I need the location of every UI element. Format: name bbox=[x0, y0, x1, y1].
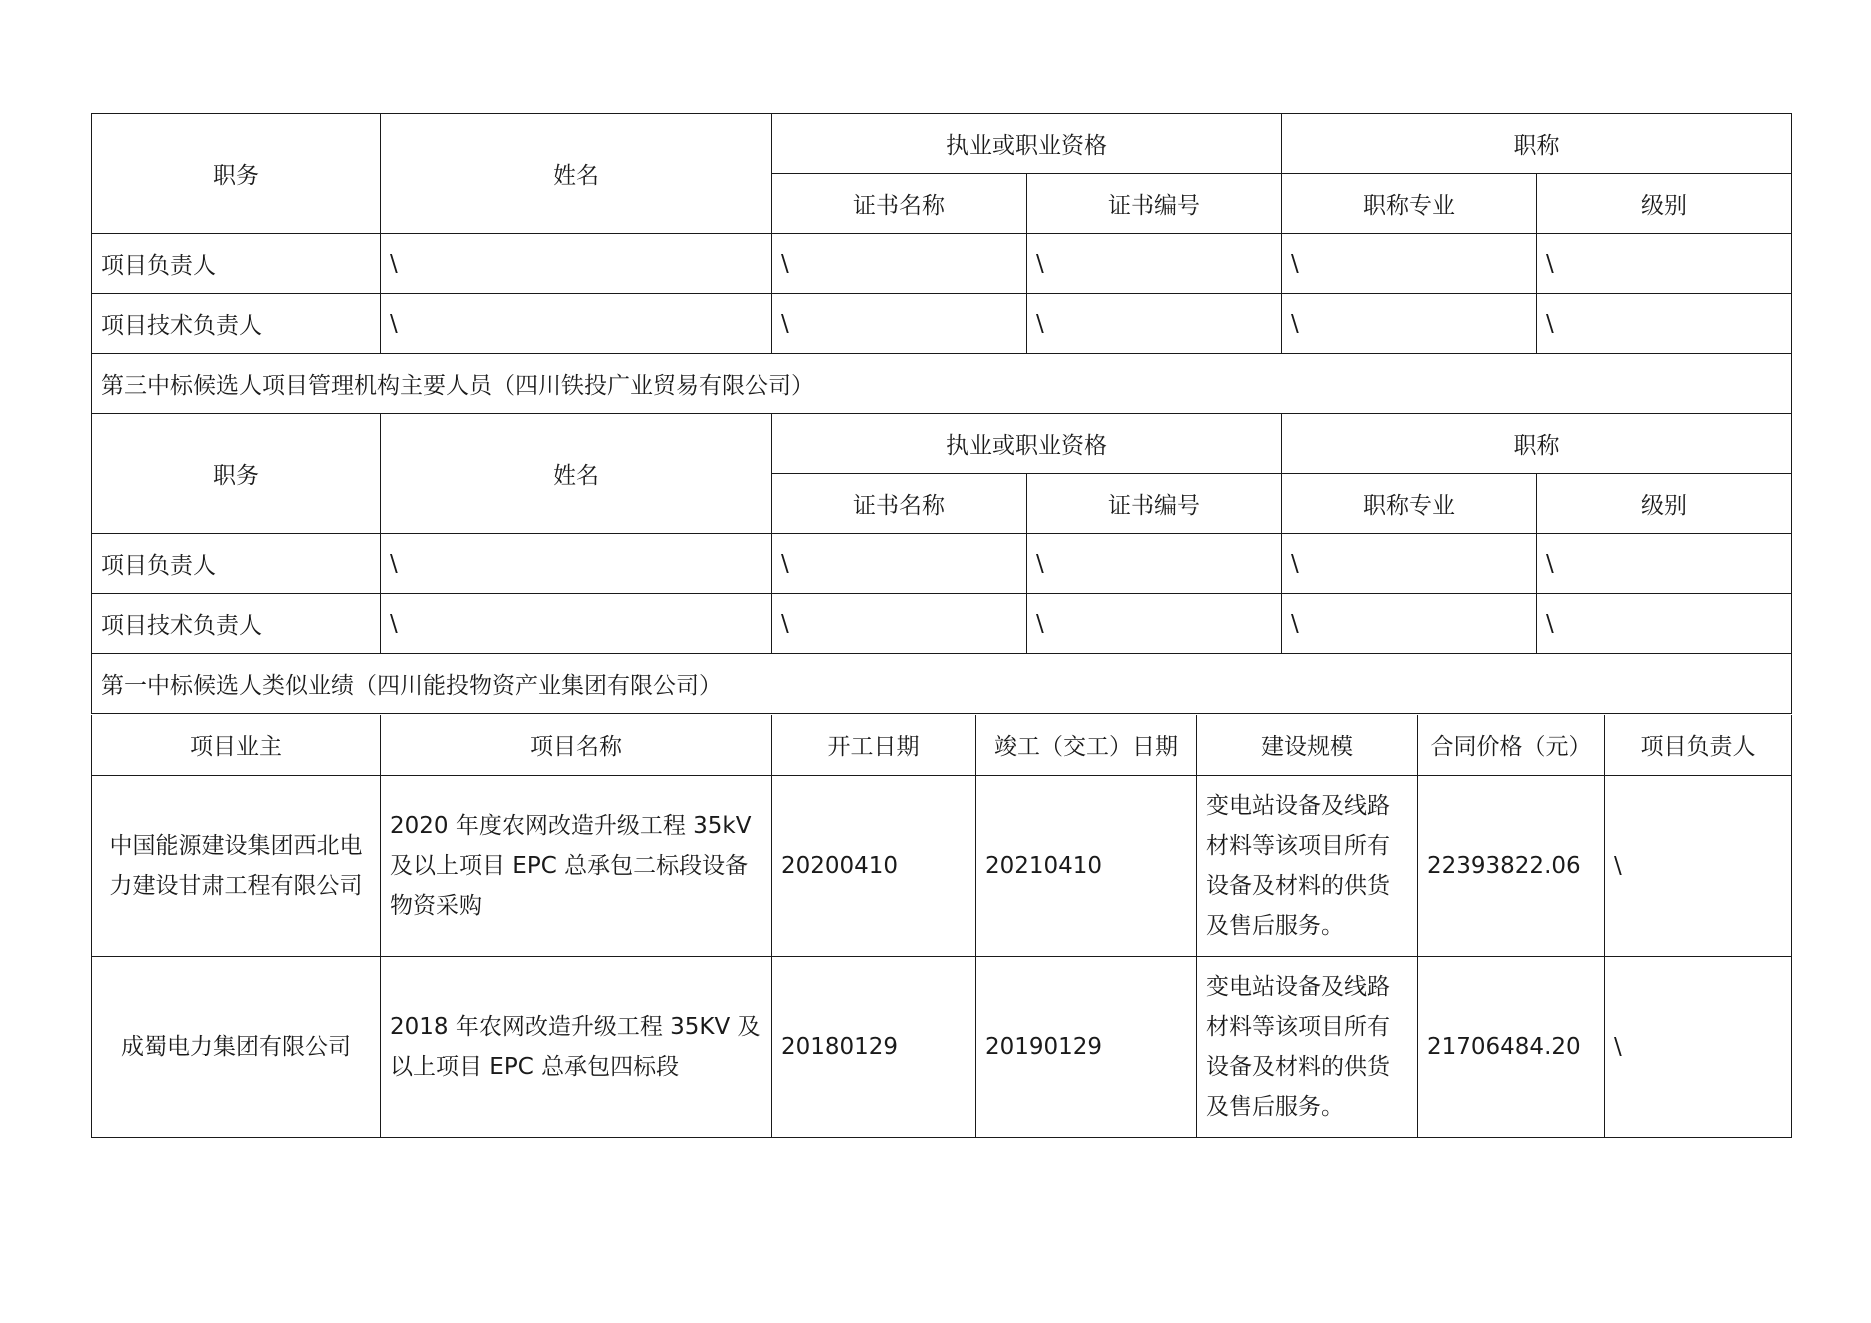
end-date-cell: 20210410 bbox=[976, 775, 1197, 956]
project-name-cell: 2020 年度农网改造升级工程 35kV 及以上项目 EPC 总承包二标段设备物资采购 bbox=[381, 775, 772, 956]
header-title-major: 职称专业 bbox=[1282, 174, 1537, 234]
header-position: 职务 bbox=[92, 414, 381, 534]
cert-name-cell: \ bbox=[772, 534, 1027, 594]
header-row-top bbox=[92, 114, 1792, 174]
section-row bbox=[92, 354, 1792, 414]
position-cell: 项目技术负责人 bbox=[92, 594, 381, 654]
title-major-cell: \ bbox=[1282, 234, 1537, 294]
section-title-third-candidate: 第三中标候选人项目管理机构主要人员（四川铁投广业贸易有限公司） bbox=[92, 354, 1792, 414]
header-level: 级别 bbox=[1537, 474, 1792, 534]
header-qualification: 执业或职业资格 bbox=[772, 414, 1282, 474]
personnel-table bbox=[91, 113, 1792, 714]
header-row-top bbox=[92, 414, 1792, 474]
header-title-group: 职称 bbox=[1282, 414, 1792, 474]
header-name: 姓名 bbox=[381, 114, 772, 234]
position-cell: 项目负责人 bbox=[92, 534, 381, 594]
header-cert-no: 证书编号 bbox=[1027, 174, 1282, 234]
start-date-cell: 20180129 bbox=[772, 956, 976, 1137]
table-row bbox=[92, 594, 1792, 654]
header-title-major: 职称专业 bbox=[1282, 474, 1537, 534]
owner-cell: 成蜀电力集团有限公司 bbox=[92, 956, 381, 1137]
contract-price-cell: 22393822.06 bbox=[1418, 775, 1605, 956]
header-contract-price: 合同价格（元） bbox=[1418, 715, 1605, 775]
table-row bbox=[92, 775, 1792, 956]
header-name: 姓名 bbox=[381, 414, 772, 534]
title-major-cell: \ bbox=[1282, 594, 1537, 654]
cert-no-cell: \ bbox=[1027, 234, 1282, 294]
table-row bbox=[92, 534, 1792, 594]
header-project-name: 项目名称 bbox=[381, 715, 772, 775]
header-position: 职务 bbox=[92, 114, 381, 234]
level-cell: \ bbox=[1537, 534, 1792, 594]
name-cell: \ bbox=[381, 234, 772, 294]
table-row bbox=[92, 294, 1792, 354]
level-cell: \ bbox=[1537, 294, 1792, 354]
owner-cell: 中国能源建设集团西北电力建设甘肃工程有限公司 bbox=[92, 775, 381, 956]
cert-no-cell: \ bbox=[1027, 294, 1282, 354]
cert-name-cell: \ bbox=[772, 294, 1027, 354]
end-date-cell: 20190129 bbox=[976, 956, 1197, 1137]
scale-cell: 变电站设备及线路材料等该项目所有设备及材料的供货及售后服务。 bbox=[1197, 956, 1418, 1137]
cert-no-cell: \ bbox=[1027, 594, 1282, 654]
header-cert-name: 证书名称 bbox=[772, 474, 1027, 534]
name-cell: \ bbox=[381, 534, 772, 594]
name-cell: \ bbox=[381, 594, 772, 654]
section-row bbox=[92, 654, 1792, 714]
manager-cell: \ bbox=[1605, 956, 1792, 1137]
header-manager: 项目负责人 bbox=[1605, 715, 1792, 775]
cert-name-cell: \ bbox=[772, 594, 1027, 654]
manager-cell: \ bbox=[1605, 775, 1792, 956]
level-cell: \ bbox=[1537, 234, 1792, 294]
project-name-cell: 2018 年农网改造升级工程 35KV 及以上项目 EPC 总承包四标段 bbox=[381, 956, 772, 1137]
cert-no-cell: \ bbox=[1027, 534, 1282, 594]
scale-cell: 变电站设备及线路材料等该项目所有设备及材料的供货及售后服务。 bbox=[1197, 775, 1418, 956]
start-date-cell: 20200410 bbox=[772, 775, 976, 956]
header-end-date: 竣工（交工）日期 bbox=[976, 715, 1197, 775]
name-cell: \ bbox=[381, 294, 772, 354]
title-major-cell: \ bbox=[1282, 294, 1537, 354]
header-title-group: 职称 bbox=[1282, 114, 1792, 174]
header-level: 级别 bbox=[1537, 174, 1792, 234]
table-row bbox=[92, 956, 1792, 1137]
performance-header-row bbox=[92, 715, 1792, 775]
header-cert-name: 证书名称 bbox=[772, 174, 1027, 234]
contract-price-cell: 21706484.20 bbox=[1418, 956, 1605, 1137]
level-cell: \ bbox=[1537, 594, 1792, 654]
performance-table bbox=[91, 715, 1792, 1138]
cert-name-cell: \ bbox=[772, 234, 1027, 294]
section-title-first-candidate-performance: 第一中标候选人类似业绩（四川能投物资产业集团有限公司） bbox=[92, 654, 1792, 714]
header-qualification: 执业或职业资格 bbox=[772, 114, 1282, 174]
table-row bbox=[92, 234, 1792, 294]
header-cert-no: 证书编号 bbox=[1027, 474, 1282, 534]
position-cell: 项目技术负责人 bbox=[92, 294, 381, 354]
title-major-cell: \ bbox=[1282, 534, 1537, 594]
header-start-date: 开工日期 bbox=[772, 715, 976, 775]
header-owner: 项目业主 bbox=[92, 715, 381, 775]
header-scale: 建设规模 bbox=[1197, 715, 1418, 775]
position-cell: 项目负责人 bbox=[92, 234, 381, 294]
